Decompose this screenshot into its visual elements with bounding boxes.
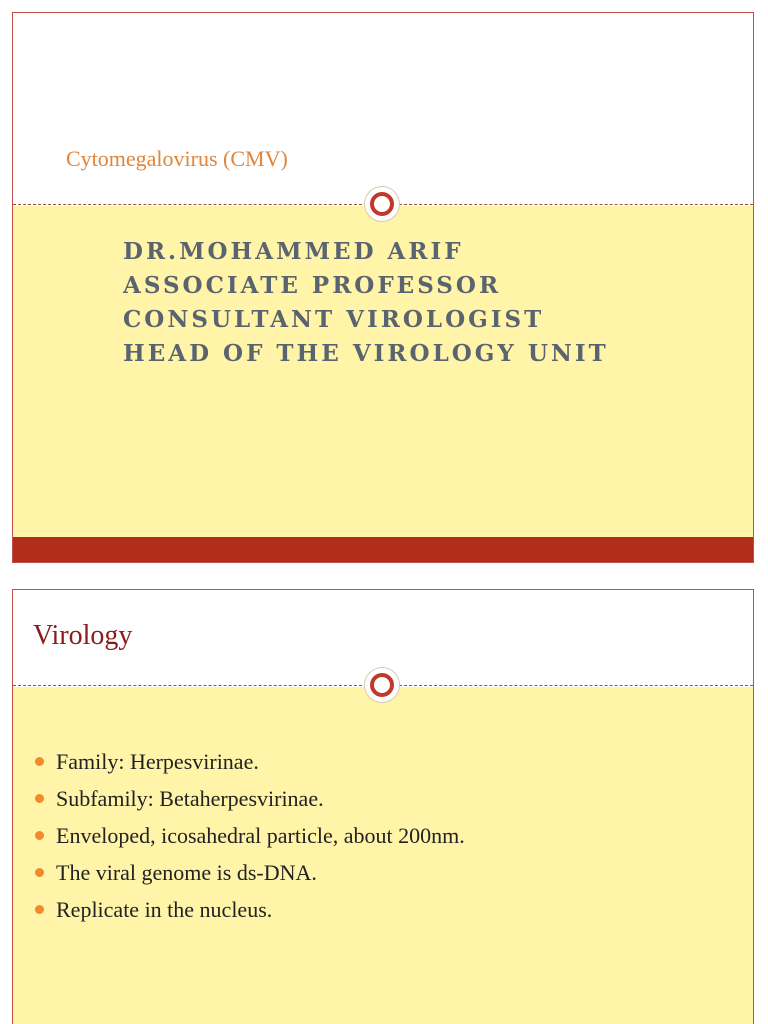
presenter-name: DR.MOHAMMED ARIF — [123, 238, 464, 265]
bullet-text: The viral genome is ds-DNA. — [56, 860, 317, 885]
list-item — [35, 891, 465, 928]
bullet-dot-icon — [35, 831, 44, 840]
bullet-dot-icon — [35, 868, 44, 877]
presenter-department: HEAD OF THE VIROLOGY UNIT — [123, 340, 609, 367]
list-item — [35, 743, 465, 780]
bullet-dot-icon — [35, 794, 44, 803]
bullet-text: Subfamily: Betaherpesvirinae. — [56, 786, 324, 811]
list-item — [35, 780, 465, 817]
list-item — [35, 817, 465, 854]
ring-ornament-icon — [365, 668, 399, 702]
slide-1-header — [13, 13, 753, 206]
slide-footer-band — [13, 537, 753, 562]
presenter-info — [123, 235, 609, 371]
bullet-list — [35, 743, 465, 928]
presenter-role: CONSULTANT VIROLOGIST — [123, 306, 545, 333]
slide-subtitle: Cytomegalovirus (CMV) — [66, 146, 288, 171]
slide-1 — [12, 12, 754, 563]
presenter-position: ASSOCIATE PROFESSOR — [123, 272, 502, 299]
bullet-text: Replicate in the nucleus. — [56, 897, 273, 922]
slide-title: Virology — [33, 620, 133, 651]
slide-2 — [12, 589, 754, 1024]
bullet-dot-icon — [35, 905, 44, 914]
bullet-dot-icon — [35, 757, 44, 766]
ring-ornament-icon — [365, 187, 399, 221]
bullet-text: Family: Herpesvirinae. — [56, 749, 259, 774]
list-item — [35, 854, 465, 891]
bullet-text: Enveloped, icosahedral particle, about 200nm. — [56, 823, 465, 848]
